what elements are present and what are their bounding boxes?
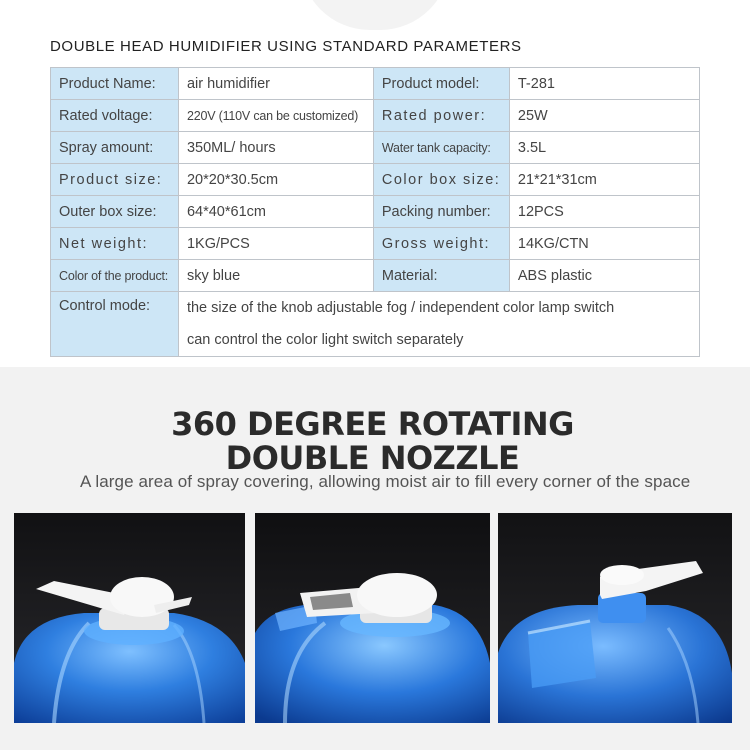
spec-label: Color of the product: (51, 260, 179, 292)
spec-value: 12PCS (509, 196, 699, 228)
product-photo-center (255, 513, 490, 723)
spec-row (51, 196, 700, 228)
spec-value: 3.5L (509, 132, 699, 164)
feature-subtitle: A large area of spray covering, allowing moist air to fill every corner of the space (80, 472, 691, 491)
spec-value: 220V (110V can be customized) (178, 100, 373, 132)
spec-value: T-281 (509, 68, 699, 100)
spec-value: ABS plastic (509, 260, 699, 292)
spec-row (51, 132, 700, 164)
spec-value: 350ML/ hours (178, 132, 373, 164)
headline-line-1: 360 DEGREE ROTATING (171, 405, 574, 443)
spec-value: 1KG/PCS (178, 228, 373, 260)
spec-label: Spray amount: (51, 132, 179, 164)
top-decorative-arc (300, 0, 450, 30)
control-line-1: the size of the knob adjustable fog / independent color lamp switch (186, 300, 615, 316)
spec-value: 21*21*31cm (509, 164, 699, 196)
spec-value: 14KG/CTN (509, 228, 699, 260)
headline-line-2: DOUBLE NOZZLE (225, 439, 520, 477)
spec-value: sky blue (178, 260, 373, 292)
spec-label: Net weight: (51, 228, 179, 260)
spec-label: Product model: (373, 68, 509, 100)
spec-table (50, 67, 700, 357)
product-photo-right (498, 513, 732, 723)
control-line-2: can control the color light switch separately (186, 332, 464, 348)
spec-label: Rated power: (373, 100, 509, 132)
spec-label: Rated voltage: (51, 100, 179, 132)
feature-headline (0, 407, 745, 475)
spec-label: Product size: (51, 164, 179, 196)
spec-value: 64*40*61cm (178, 196, 373, 228)
spec-label: Outer box size: (51, 196, 179, 228)
spec-label: Water tank capacity: (373, 132, 509, 164)
product-photo-left (14, 513, 245, 723)
spec-heading: DOUBLE HEAD HUMIDIFIER USING STANDARD PARAMETERS (50, 38, 522, 55)
spec-row (51, 100, 700, 132)
spec-value: 20*20*30.5cm (178, 164, 373, 196)
spec-row (51, 68, 700, 100)
spec-label: Packing number: (373, 196, 509, 228)
spec-row-control (51, 292, 700, 357)
spec-label: Material: (373, 260, 509, 292)
spec-row (51, 228, 700, 260)
spec-label: Control mode: (51, 292, 179, 357)
spec-value: 25W (509, 100, 699, 132)
spec-label: Gross weight: (373, 228, 509, 260)
spec-row (51, 164, 700, 196)
spec-label: Product Name: (51, 68, 179, 100)
spec-value: air humidifier (178, 68, 373, 100)
spec-value-control (178, 292, 699, 357)
spec-row (51, 260, 700, 292)
spec-label: Color box size: (373, 164, 509, 196)
